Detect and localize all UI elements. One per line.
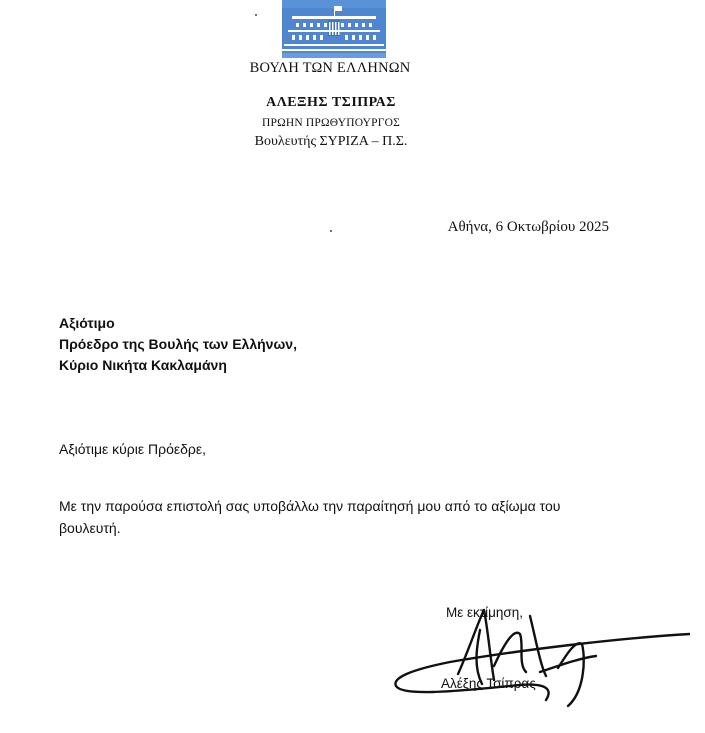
letter-body: Με την παρούσα επιστολή σας υποβάλλω την παραίτησή μου από το αξίωμα του βουλευτή. (59, 498, 561, 536)
handwritten-signature (390, 600, 690, 710)
closing: Με εκτίμηση, (446, 605, 523, 620)
recipient-line: Αξιότιμο (59, 315, 115, 331)
greeting: Αξιότιμε κύριε Πρόεδρε, (59, 441, 206, 457)
recipient-block (59, 313, 297, 376)
recipient-line: Κύριο Νικήτα Κακλαμάνη (59, 357, 227, 373)
recipient-line: Πρόεδρο της Βουλής των Ελλήνων, (59, 336, 297, 352)
sender-party: Βουλευτής ΣΥΡΙΖΑ – Π.Σ. (254, 134, 408, 149)
signer-name: Αλέξης Τσίπρας (441, 676, 536, 691)
sender-name: ΑΛΕΞΗΣ ΤΣΙΠΡΑΣ (266, 95, 396, 110)
hellenic-parliament-logo (282, 0, 386, 58)
sender-role: ΠΡΩΗΝ ΠΡΩΘΥΠΟΥΡΓΟΣ (261, 117, 400, 129)
parliament-name: ΒΟΥΛΗ ΤΩΝ ΕΛΛΗΝΩΝ (249, 60, 411, 76)
stray-dot (255, 14, 257, 16)
date-line: Αθήνα, 6 Οκτωβρίου 2025 (447, 219, 609, 235)
stray-dot (330, 230, 332, 232)
